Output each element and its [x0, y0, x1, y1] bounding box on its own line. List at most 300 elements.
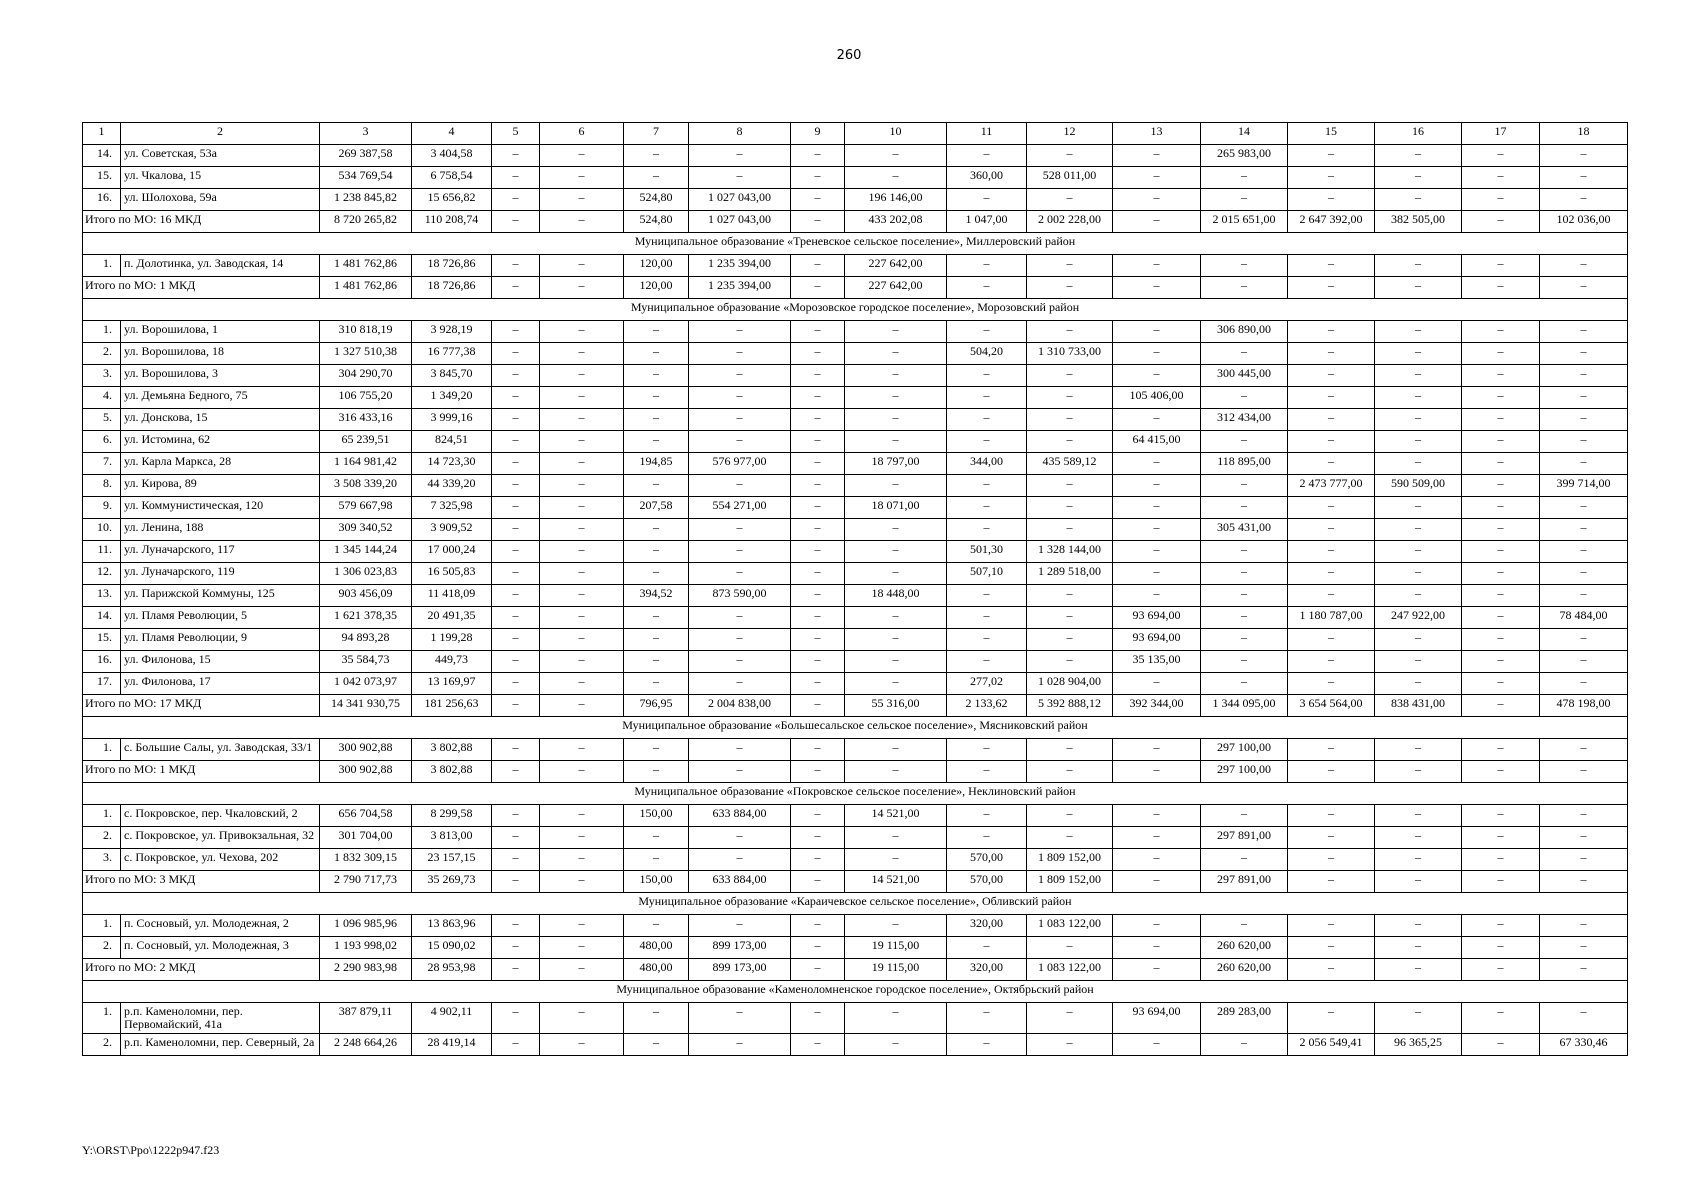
value-cell: – [1288, 1003, 1375, 1034]
value-cell: – [1027, 651, 1113, 673]
value-cell: 1 047,00 [947, 211, 1027, 233]
address-cell: п. Долотинка, ул. Заводская, 14 [121, 255, 320, 277]
value-cell: – [492, 497, 540, 519]
value-cell: 2 004 838,00 [689, 695, 791, 717]
value-cell: 903 456,09 [320, 585, 412, 607]
value-cell: – [1462, 871, 1540, 893]
value-cell: 93 694,00 [1113, 607, 1201, 629]
value-cell: 656 704,58 [320, 805, 412, 827]
value-cell: 260 620,00 [1201, 937, 1288, 959]
table-row [83, 629, 1628, 651]
row-number: 16. [83, 189, 121, 211]
value-cell: – [1113, 761, 1201, 783]
row-number: 1. [83, 805, 121, 827]
row-number: 12. [83, 563, 121, 585]
value-cell: 528 011,00 [1027, 167, 1113, 189]
value-cell: – [624, 431, 689, 453]
value-cell: – [624, 387, 689, 409]
row-number: 1. [83, 321, 121, 343]
value-cell: 507,10 [947, 563, 1027, 585]
value-cell: – [1113, 145, 1201, 167]
value-cell: – [1201, 563, 1288, 585]
value-cell: – [540, 211, 624, 233]
value-cell: – [492, 695, 540, 717]
row-number: 14. [83, 607, 121, 629]
row-number: 5. [83, 409, 121, 431]
address-cell: с. Большие Салы, ул. Заводская, 33/1 [121, 739, 320, 761]
address-cell: ул. Пламя Революции, 9 [121, 629, 320, 651]
value-cell: – [947, 585, 1027, 607]
address-cell: ул. Чкалова, 15 [121, 167, 320, 189]
row-number: 2. [83, 937, 121, 959]
value-cell: – [1375, 673, 1462, 695]
value-cell: – [1113, 343, 1201, 365]
value-cell: – [947, 1003, 1027, 1034]
value-cell: 44 339,20 [412, 475, 492, 497]
total-label: Итого по МО: 17 МКД [83, 695, 320, 717]
value-cell: 399 714,00 [1540, 475, 1628, 497]
value-cell: 297 100,00 [1201, 761, 1288, 783]
value-cell: 277,02 [947, 673, 1027, 695]
value-cell: – [492, 167, 540, 189]
value-cell: – [791, 145, 845, 167]
value-cell: – [624, 629, 689, 651]
value-cell: – [540, 145, 624, 167]
value-cell: – [1375, 937, 1462, 959]
value-cell: – [791, 475, 845, 497]
value-cell: – [689, 343, 791, 365]
value-cell: – [1462, 695, 1540, 717]
value-cell: – [689, 387, 791, 409]
value-cell: – [845, 673, 947, 695]
value-cell: 16 505,83 [412, 563, 492, 585]
address-cell: ул. Карла Маркса, 28 [121, 453, 320, 475]
value-cell: – [540, 607, 624, 629]
value-cell: 18 071,00 [845, 497, 947, 519]
value-cell: – [947, 475, 1027, 497]
value-cell: – [540, 453, 624, 475]
value-cell: – [1375, 541, 1462, 563]
value-cell: – [492, 585, 540, 607]
value-cell: 118 895,00 [1201, 453, 1288, 475]
value-cell: 3 802,88 [412, 739, 492, 761]
header-row [83, 123, 1628, 145]
value-cell: – [947, 189, 1027, 211]
value-cell: – [540, 255, 624, 277]
value-cell: 35 269,73 [412, 871, 492, 893]
value-cell: – [1462, 255, 1540, 277]
value-cell: – [1540, 541, 1628, 563]
header-cell: 6 [540, 123, 624, 145]
value-cell: – [1201, 497, 1288, 519]
value-cell: 579 667,98 [320, 497, 412, 519]
value-cell: – [1375, 827, 1462, 849]
value-cell: 433 202,08 [845, 211, 947, 233]
value-cell: – [689, 761, 791, 783]
value-cell: – [540, 541, 624, 563]
value-cell: – [1540, 563, 1628, 585]
address-cell: ул. Советская, 53а [121, 145, 320, 167]
value-cell: 14 341 930,75 [320, 695, 412, 717]
table-row [83, 739, 1628, 761]
value-cell: – [791, 321, 845, 343]
value-cell: – [791, 189, 845, 211]
value-cell: 576 977,00 [689, 453, 791, 475]
value-cell: 1 083 122,00 [1027, 959, 1113, 981]
value-cell: – [1201, 167, 1288, 189]
footer-file-path: Y:\ORST\Ppo\1222p947.f23 [82, 1143, 220, 1157]
value-cell: – [1375, 431, 1462, 453]
value-cell: – [540, 959, 624, 981]
value-cell: – [1027, 739, 1113, 761]
value-cell: – [1375, 739, 1462, 761]
value-cell: 306 890,00 [1201, 321, 1288, 343]
value-cell: 392 344,00 [1113, 695, 1201, 717]
value-cell: 1 809 152,00 [1027, 849, 1113, 871]
value-cell: – [845, 519, 947, 541]
value-cell: 194,85 [624, 453, 689, 475]
value-cell: 1 481 762,86 [320, 277, 412, 299]
value-cell: – [1540, 519, 1628, 541]
value-cell: – [1462, 915, 1540, 937]
value-cell: – [1113, 937, 1201, 959]
value-cell: 382 505,00 [1375, 211, 1462, 233]
value-cell: – [540, 673, 624, 695]
value-cell: 1 310 733,00 [1027, 343, 1113, 365]
header-cell: 8 [689, 123, 791, 145]
row-number: 6. [83, 431, 121, 453]
value-cell: – [791, 937, 845, 959]
value-cell: – [1113, 827, 1201, 849]
value-cell: – [624, 739, 689, 761]
value-cell: 1 344 095,00 [1201, 695, 1288, 717]
address-cell: ул. Филонова, 15 [121, 651, 320, 673]
section-heading: Муниципальное образование «Треневское сельское поселение», Миллеровский район [83, 233, 1628, 255]
value-cell: 67 330,46 [1540, 1034, 1628, 1056]
value-cell: – [540, 563, 624, 585]
value-cell: – [540, 497, 624, 519]
value-cell: – [624, 673, 689, 695]
value-cell: – [1201, 343, 1288, 365]
value-cell: – [1540, 189, 1628, 211]
value-cell: 554 271,00 [689, 497, 791, 519]
row-number: 1. [83, 739, 121, 761]
value-cell: 15 090,02 [412, 937, 492, 959]
value-cell: – [845, 365, 947, 387]
value-cell: – [540, 189, 624, 211]
value-cell: – [1201, 585, 1288, 607]
value-cell: – [1540, 739, 1628, 761]
value-cell: – [1288, 871, 1375, 893]
value-cell: – [845, 1003, 947, 1034]
value-cell: – [1027, 387, 1113, 409]
value-cell: – [1375, 959, 1462, 981]
value-cell: – [1288, 167, 1375, 189]
value-cell: – [689, 673, 791, 695]
value-cell: 19 115,00 [845, 937, 947, 959]
value-cell: – [1113, 915, 1201, 937]
value-cell: – [1462, 431, 1540, 453]
value-cell: – [791, 849, 845, 871]
value-cell: – [1540, 387, 1628, 409]
value-cell: 15 656,82 [412, 189, 492, 211]
value-cell: – [1540, 761, 1628, 783]
value-cell: – [540, 519, 624, 541]
value-cell: 1 328 144,00 [1027, 541, 1113, 563]
value-cell: 19 115,00 [845, 959, 947, 981]
value-cell: – [1462, 453, 1540, 475]
value-cell: – [1375, 365, 1462, 387]
value-cell: 227 642,00 [845, 255, 947, 277]
value-cell: – [492, 387, 540, 409]
value-cell: – [492, 343, 540, 365]
row-number: 14. [83, 145, 121, 167]
row-number: 10. [83, 519, 121, 541]
value-cell: 14 521,00 [845, 805, 947, 827]
table-row [83, 409, 1628, 431]
value-cell: – [1113, 563, 1201, 585]
value-cell: – [689, 1034, 791, 1056]
value-cell: 150,00 [624, 805, 689, 827]
value-cell: – [845, 761, 947, 783]
value-cell: – [845, 915, 947, 937]
value-cell: 2 015 651,00 [1201, 211, 1288, 233]
value-cell: – [540, 1003, 624, 1034]
value-cell: 1 180 787,00 [1288, 607, 1375, 629]
value-cell: – [1027, 475, 1113, 497]
value-cell: 260 620,00 [1201, 959, 1288, 981]
value-cell: – [845, 387, 947, 409]
value-cell: – [1027, 365, 1113, 387]
value-cell: 13 169,97 [412, 673, 492, 695]
value-cell: – [689, 915, 791, 937]
value-cell: – [1288, 255, 1375, 277]
value-cell: – [1288, 497, 1375, 519]
value-cell: 1 349,20 [412, 387, 492, 409]
value-cell: – [624, 607, 689, 629]
value-cell: – [540, 849, 624, 871]
table-row [83, 805, 1628, 827]
value-cell: 309 340,52 [320, 519, 412, 541]
value-cell: – [791, 277, 845, 299]
value-cell: 300 902,88 [320, 739, 412, 761]
value-cell: – [1288, 409, 1375, 431]
value-cell: 1 096 985,96 [320, 915, 412, 937]
value-cell: – [1027, 629, 1113, 651]
value-cell: – [1113, 321, 1201, 343]
header-cell: 4 [412, 123, 492, 145]
address-cell: ул. Истомина, 62 [121, 431, 320, 453]
value-cell: – [947, 387, 1027, 409]
value-cell: 3 845,70 [412, 365, 492, 387]
value-cell: – [1113, 277, 1201, 299]
table-row [83, 673, 1628, 695]
row-number: 1. [83, 1003, 121, 1034]
value-cell: 35 584,73 [320, 651, 412, 673]
value-cell: – [1462, 1003, 1540, 1034]
value-cell: – [791, 563, 845, 585]
value-cell: – [540, 343, 624, 365]
value-cell: – [624, 519, 689, 541]
value-cell: – [1375, 497, 1462, 519]
table-row [83, 585, 1628, 607]
value-cell: – [1540, 805, 1628, 827]
value-cell: 3 813,00 [412, 827, 492, 849]
value-cell: – [1540, 145, 1628, 167]
value-cell: – [1027, 761, 1113, 783]
value-cell: – [1540, 453, 1628, 475]
value-cell: – [791, 871, 845, 893]
total-row [83, 959, 1628, 981]
section-heading: Муниципальное образование «Караичевское сельское поселение», Обливский район [83, 893, 1628, 915]
value-cell: 6 758,54 [412, 167, 492, 189]
value-cell: – [1027, 321, 1113, 343]
total-row [83, 871, 1628, 893]
address-cell: ул. Ворошилова, 1 [121, 321, 320, 343]
value-cell: – [689, 739, 791, 761]
value-cell: – [1540, 321, 1628, 343]
section-heading-row [83, 783, 1628, 805]
value-cell: – [1540, 871, 1628, 893]
value-cell: 2 002 228,00 [1027, 211, 1113, 233]
value-cell: – [492, 255, 540, 277]
value-cell: – [947, 145, 1027, 167]
value-cell: 28 953,98 [412, 959, 492, 981]
value-cell: – [947, 365, 1027, 387]
address-cell: ул. Ленина, 188 [121, 519, 320, 541]
value-cell: – [1288, 827, 1375, 849]
value-cell: – [947, 607, 1027, 629]
value-cell: 300 902,88 [320, 761, 412, 783]
value-cell: 320,00 [947, 959, 1027, 981]
value-cell: – [689, 849, 791, 871]
value-cell: 14 723,30 [412, 453, 492, 475]
header-cell: 3 [320, 123, 412, 145]
table-row [83, 167, 1628, 189]
value-cell: 570,00 [947, 849, 1027, 871]
value-cell: – [791, 453, 845, 475]
row-number: 8. [83, 475, 121, 497]
value-cell: – [689, 365, 791, 387]
value-cell: – [624, 167, 689, 189]
value-cell: – [492, 1034, 540, 1056]
value-cell: – [1375, 519, 1462, 541]
value-cell: – [1540, 937, 1628, 959]
value-cell: – [540, 409, 624, 431]
value-cell: – [1462, 629, 1540, 651]
value-cell: 265 983,00 [1201, 145, 1288, 167]
table-row [83, 519, 1628, 541]
value-cell: 1 027 043,00 [689, 211, 791, 233]
value-cell: – [791, 827, 845, 849]
value-cell: 11 418,09 [412, 585, 492, 607]
value-cell: 93 694,00 [1113, 1003, 1201, 1034]
header-cell: 2 [121, 123, 320, 145]
value-cell: 480,00 [624, 959, 689, 981]
total-row [83, 761, 1628, 783]
section-heading: Муниципальное образование «Большесальское сельское поселение», Мясниковский район [83, 717, 1628, 739]
value-cell: – [1540, 255, 1628, 277]
value-cell: 102 036,00 [1540, 211, 1628, 233]
value-cell: – [1288, 189, 1375, 211]
value-cell: – [1462, 519, 1540, 541]
value-cell: – [624, 145, 689, 167]
value-cell: – [1113, 805, 1201, 827]
value-cell: – [1027, 805, 1113, 827]
value-cell: – [1375, 387, 1462, 409]
value-cell: 1 345 144,24 [320, 541, 412, 563]
section-heading: Муниципальное образование «Покровское сельское поселение», Неклиновский район [83, 783, 1628, 805]
value-cell: 316 433,16 [320, 409, 412, 431]
value-cell: – [791, 1034, 845, 1056]
value-cell: – [947, 277, 1027, 299]
value-cell: – [1027, 277, 1113, 299]
value-cell: – [845, 409, 947, 431]
value-cell: – [540, 475, 624, 497]
value-cell: – [1201, 849, 1288, 871]
value-cell: – [540, 629, 624, 651]
value-cell: – [540, 365, 624, 387]
value-cell: – [689, 145, 791, 167]
value-cell: – [845, 827, 947, 849]
value-cell: 3 999,16 [412, 409, 492, 431]
value-cell: – [791, 651, 845, 673]
value-cell: – [1113, 497, 1201, 519]
value-cell: – [845, 849, 947, 871]
address-cell: ул. Демьяна Бедного, 75 [121, 387, 320, 409]
value-cell: – [1540, 827, 1628, 849]
total-row [83, 695, 1628, 717]
value-cell: – [1201, 431, 1288, 453]
value-cell: – [791, 255, 845, 277]
value-cell: – [1540, 431, 1628, 453]
value-cell: – [1462, 607, 1540, 629]
value-cell: – [1462, 167, 1540, 189]
value-cell: – [1201, 651, 1288, 673]
total-label: Итого по МО: 3 МКД [83, 871, 320, 893]
section-heading: Муниципальное образование «Каменоломненское городское поселение», Октябрьский район [83, 981, 1628, 1003]
value-cell: – [947, 409, 1027, 431]
value-cell: – [947, 255, 1027, 277]
value-cell: – [540, 167, 624, 189]
value-cell: – [845, 145, 947, 167]
value-cell: 150,00 [624, 871, 689, 893]
value-cell: – [1288, 563, 1375, 585]
section-heading-row [83, 233, 1628, 255]
value-cell: 35 135,00 [1113, 651, 1201, 673]
total-row [83, 277, 1628, 299]
value-cell: – [624, 541, 689, 563]
value-cell: 93 694,00 [1113, 629, 1201, 651]
value-cell: – [492, 739, 540, 761]
value-cell: 590 509,00 [1375, 475, 1462, 497]
value-cell: 65 239,51 [320, 431, 412, 453]
value-cell: – [1288, 739, 1375, 761]
value-cell: 2 473 777,00 [1288, 475, 1375, 497]
value-cell: 23 157,15 [412, 849, 492, 871]
table-row [83, 1003, 1628, 1034]
value-cell: 824,51 [412, 431, 492, 453]
value-cell: 3 909,52 [412, 519, 492, 541]
value-cell: – [1201, 629, 1288, 651]
header-cell: 13 [1113, 123, 1201, 145]
value-cell: – [1462, 959, 1540, 981]
value-cell: – [1288, 915, 1375, 937]
value-cell: – [624, 365, 689, 387]
table-row [83, 827, 1628, 849]
value-cell: 120,00 [624, 277, 689, 299]
value-cell: – [492, 519, 540, 541]
